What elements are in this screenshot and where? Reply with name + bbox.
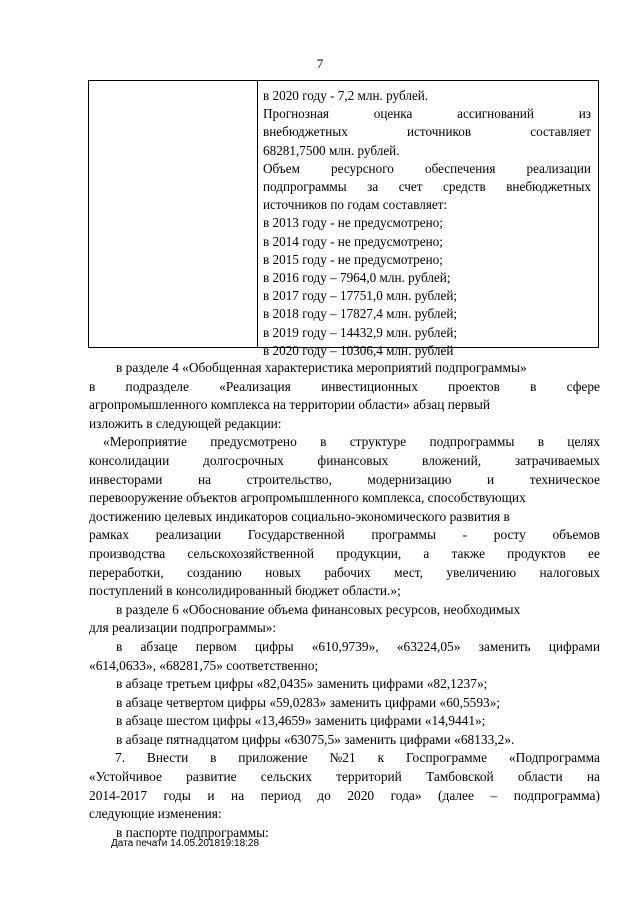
- word: средств: [443, 179, 486, 195]
- word: ассигнований: [457, 106, 534, 122]
- cell-line: в 2019 году – 14432,9 млн. рублей;: [263, 324, 458, 340]
- table-right-cell: [263, 87, 591, 360]
- text-line: для реализации подпрограммы»:: [89, 620, 277, 636]
- word: консолидации: [89, 452, 170, 468]
- word: Внести: [146, 750, 189, 766]
- cell-line: в 2013 году - не предусмотрено;: [263, 215, 443, 231]
- text-line: в абзаце шестом цифры «13,4659» заменить цифрами «14,9441»;: [116, 713, 486, 729]
- word: инвесторами: [89, 471, 163, 487]
- cell-line: в 2015 году - не предусмотрено;: [263, 251, 443, 267]
- cell-line: в 2014 году - не предусмотрено;: [263, 233, 443, 249]
- word: №21: [329, 750, 356, 766]
- word: «Устойчивое: [89, 769, 162, 785]
- cell-line: 68281,7500 млн. рублей.: [263, 142, 400, 158]
- word: техническое: [529, 471, 600, 487]
- word: развитие: [186, 769, 237, 785]
- text-line: в разделе 6 «Обоснование объема финансовых ресурсов, необходимых: [116, 601, 521, 617]
- word: увеличению: [446, 564, 517, 580]
- word: в: [530, 378, 537, 394]
- cell-line: в 2020 году - 7,2 млн. рублей.: [263, 88, 429, 103]
- word: также: [451, 545, 486, 561]
- word: подразделе: [125, 378, 189, 394]
- word: годы: [163, 787, 191, 803]
- word: строительство,: [246, 471, 332, 487]
- word: до: [317, 787, 331, 803]
- word: в: [320, 434, 327, 450]
- text-line: [89, 378, 600, 397]
- word: реализации: [155, 527, 222, 543]
- word: Прогнозная: [263, 106, 329, 122]
- cell-line: в 2018 году – 17827,4 млн. рублей;: [263, 306, 458, 322]
- word: целях: [567, 434, 600, 450]
- word: модернизацию: [367, 471, 452, 487]
- text-line: [89, 433, 600, 452]
- word: затрачиваемых: [514, 452, 600, 468]
- word: мест,: [394, 564, 423, 580]
- body-text: [89, 359, 600, 842]
- word: года»: [390, 787, 422, 803]
- text-line: [89, 545, 600, 564]
- word: подпрограмма): [513, 787, 600, 803]
- word: на: [586, 769, 600, 785]
- word: цифрами: [548, 638, 600, 654]
- text-line: в абзаце четвертом цифры «59,0283» заменить цифрами «60,5593»;: [116, 694, 501, 710]
- word: подпрограммы: [429, 434, 515, 450]
- word: к: [377, 750, 385, 766]
- word: сфере: [566, 378, 600, 394]
- word: и: [487, 471, 495, 487]
- word: внебюджетных: [263, 124, 348, 140]
- word: Государственной: [247, 527, 345, 543]
- word: 2014-2017: [89, 787, 148, 803]
- word: рамках: [89, 527, 130, 543]
- word: переработки,: [89, 564, 164, 580]
- text-line: перевооружение объектов агропромышленного комплекса, способствующих: [89, 490, 526, 506]
- word: 7.: [115, 750, 126, 766]
- word: на: [197, 471, 212, 487]
- table-column-divider: [257, 81, 258, 347]
- word: ее: [588, 545, 600, 561]
- word: производства: [89, 545, 166, 561]
- word: реализации: [526, 160, 591, 176]
- word: первом: [195, 638, 237, 654]
- cell-line: [263, 105, 591, 123]
- cell-line: в 2017 году – 17751,0 млн. рублей;: [263, 288, 458, 304]
- word: «Реализация: [219, 378, 291, 394]
- word: в: [537, 434, 545, 450]
- word: оценка: [373, 106, 413, 122]
- word: цифры: [254, 638, 294, 654]
- word: –: [490, 787, 498, 803]
- word: продуктов: [507, 545, 566, 561]
- word: источников: [407, 124, 472, 140]
- word: обеспечения: [424, 160, 496, 176]
- text-line: [89, 638, 600, 657]
- word: вложений,: [422, 452, 482, 468]
- text-line: [89, 768, 600, 787]
- text-line: «614,0633», «68281,75» соответственно;: [89, 657, 319, 673]
- text-line: [89, 471, 600, 490]
- word: налоговых: [539, 564, 600, 580]
- cell-line: [263, 160, 591, 178]
- word: Объем: [263, 160, 300, 176]
- word: -: [462, 527, 468, 543]
- cell-line: в 2016 году – 7964,0 млн. рублей;: [263, 270, 451, 286]
- word: в: [89, 378, 96, 394]
- word: и: [207, 787, 215, 803]
- word: структуре: [349, 434, 407, 450]
- text-line: достижению целевых индикаторов социально-экономического развития в: [89, 508, 510, 524]
- word: период: [260, 787, 301, 803]
- word: программы: [371, 527, 436, 543]
- text-line: поступлений в консолидированный бюджет области.»;: [89, 583, 401, 599]
- word: области: [517, 769, 563, 785]
- word: финансовых: [317, 452, 389, 468]
- word: счет: [398, 179, 423, 195]
- word: новых: [265, 564, 301, 580]
- cell-line: [263, 178, 591, 196]
- cell-line: источников по годам составляет:: [263, 197, 448, 213]
- word: «610,9739»,: [311, 638, 379, 654]
- word: созданию: [186, 564, 242, 580]
- word: продукции,: [336, 545, 402, 561]
- text-line: [89, 749, 600, 768]
- word: рабочих: [324, 564, 371, 580]
- cell-line: в 2020 году – 10306,4 млн. рублей: [263, 342, 454, 358]
- text-line: в абзаце пятнадцатом цифры «63075,5» заменить цифрами «68133,2».: [116, 731, 515, 747]
- word: в: [210, 750, 217, 766]
- word: проектов: [448, 378, 500, 394]
- word: в: [116, 638, 123, 654]
- text-line: [89, 564, 600, 583]
- word: сельских: [260, 769, 312, 785]
- word: инвестиционных: [321, 378, 418, 394]
- word: 2020: [347, 787, 375, 803]
- word: а: [423, 545, 430, 561]
- word: «63224,05»: [396, 638, 461, 654]
- text-line: [89, 526, 600, 545]
- word: заменить: [478, 638, 531, 654]
- word: сельскохозяйственной: [187, 545, 315, 561]
- word: ресурсного: [331, 160, 394, 176]
- word: долгосрочных: [203, 452, 284, 468]
- word: подпрограммы: [263, 179, 347, 195]
- text-line: в паспорте подпрограммы:: [116, 824, 269, 840]
- text-line: в абзаце третьем цифры «82,0435» заменить цифрами «82,1237»;: [116, 676, 488, 692]
- word: территорий: [336, 769, 402, 785]
- print-date-footer: Дата печати 14.05.201819:18:28: [111, 838, 260, 849]
- word: внебюджетных: [506, 179, 591, 195]
- page-number: 7: [316, 56, 324, 71]
- word: росту: [493, 527, 526, 543]
- word: из: [578, 106, 591, 122]
- text-line: следующие изменения:: [89, 806, 222, 822]
- text-line: [89, 787, 600, 806]
- word: Тамбовской: [426, 769, 494, 785]
- word: «Подпрограмма: [508, 750, 600, 766]
- text-line: агропромышленного комплекса на территории области» абзац первый: [89, 397, 491, 413]
- word: объемов: [552, 527, 600, 543]
- word: за: [367, 179, 379, 195]
- word: на: [231, 787, 245, 803]
- passport-table: [88, 80, 599, 358]
- text-line: изложить в следующей редакции:: [89, 415, 282, 431]
- word: предусмотрено: [210, 434, 297, 450]
- word: (далее: [438, 787, 474, 803]
- cell-line: [263, 123, 591, 141]
- word: приложение: [238, 750, 308, 766]
- word: «Мероприятие: [103, 434, 187, 450]
- text-line: в разделе 4 «Обобщенная характеристика мероприятий подпрограммы»: [116, 360, 527, 375]
- text-line: [89, 452, 600, 471]
- word: Госпрограмме: [405, 750, 488, 766]
- word: абзаце: [140, 638, 178, 654]
- word: составляет: [530, 124, 591, 140]
